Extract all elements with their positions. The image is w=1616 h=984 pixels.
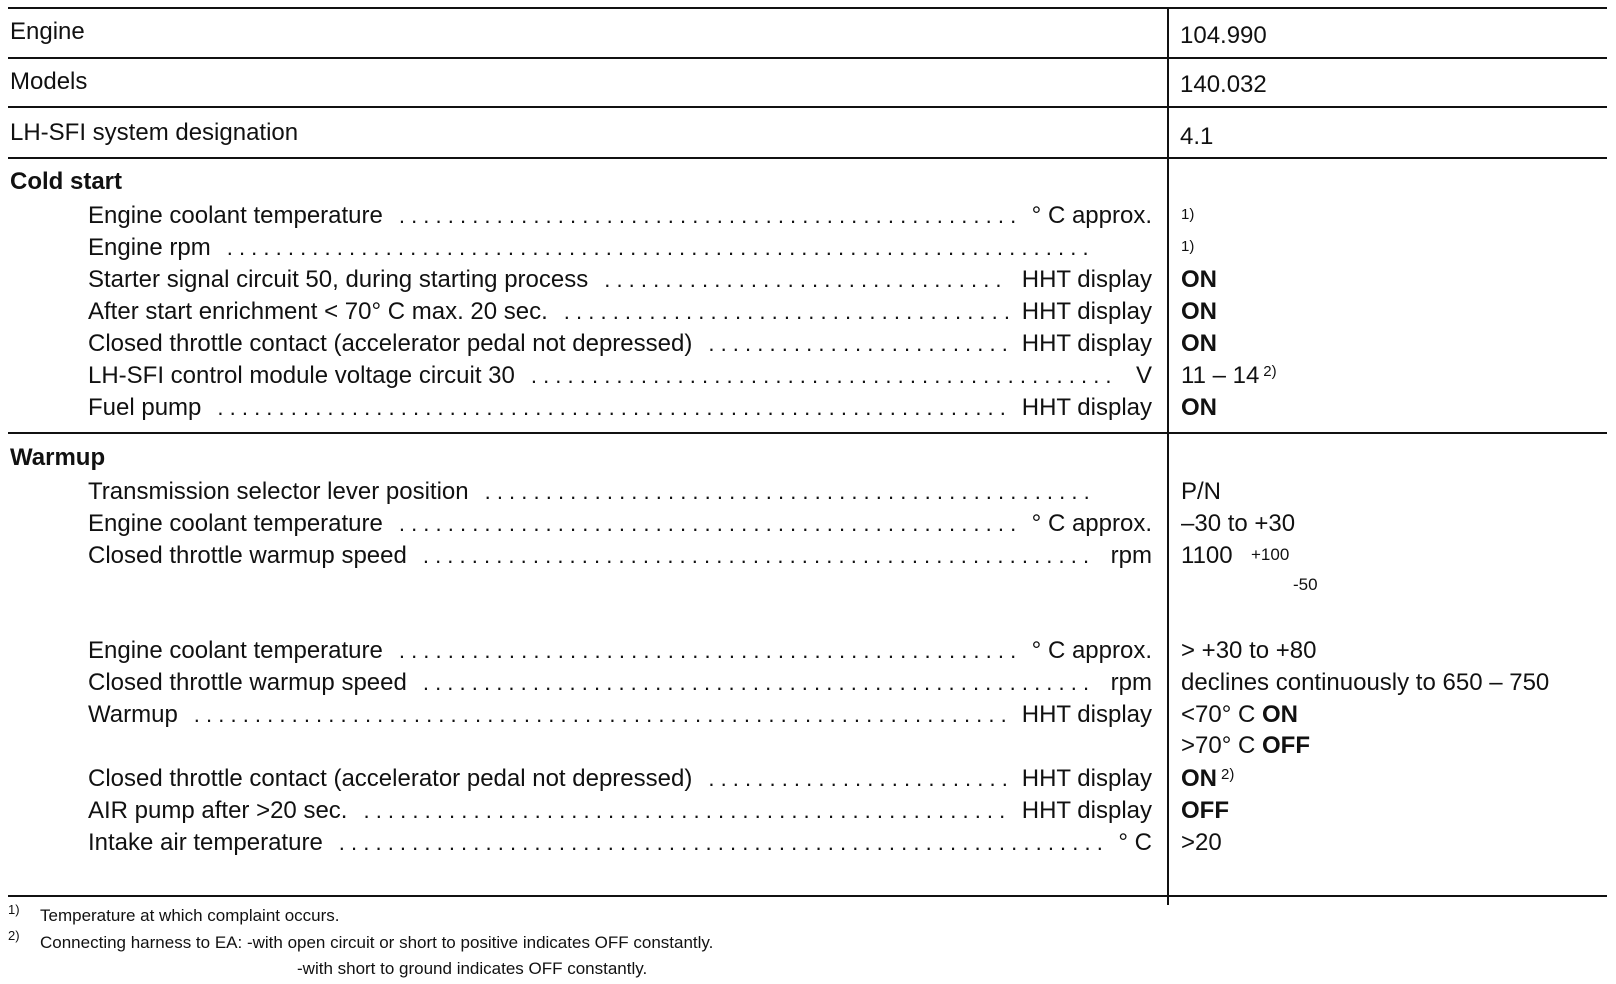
spec-value: ON $^{2)}$ — [1181, 765, 1235, 792]
spec-value: declines continuously to 650 – 750 — [1181, 669, 1550, 696]
footnote-text: Connecting harness to EA: -with open circuit or short to positive indicates OFF constantly. — [40, 933, 714, 952]
spec-unit: HHT display — [1021, 330, 1152, 357]
spec-label: Warmup — [88, 701, 178, 728]
system-designation-label: LH-SFI system designation — [10, 119, 299, 146]
spec-row — [88, 264, 1152, 296]
spec-value: 1100 — [1181, 542, 1233, 569]
divider-after-system — [8, 157, 1607, 159]
spec-row — [88, 200, 1152, 232]
spec-unit: HHT display — [1021, 298, 1152, 325]
warmup-heading: Warmup — [10, 444, 106, 471]
spec-unit: HHT display — [1021, 701, 1152, 728]
spec-value: P/N — [1181, 478, 1222, 505]
footnote-ref: 2) — [1221, 766, 1235, 783]
spec-label: Closed throttle warmup speed — [88, 542, 407, 569]
spec-unit: ° C — [1118, 829, 1152, 856]
spec-value: ON — [1181, 394, 1217, 421]
spec-row — [88, 392, 1152, 424]
footnote-text: -with short to ground indicates OFF constantly. — [297, 959, 648, 978]
spec-label: Intake air temperature — [88, 829, 323, 856]
models-value: 140.032 — [1180, 71, 1267, 98]
spec-unit: rpm — [1110, 542, 1152, 569]
spec-label: AIR pump after >20 sec. — [88, 797, 348, 824]
footnote-mark: 1) — [8, 902, 20, 917]
spec-unit: ° C approx. — [1031, 202, 1152, 229]
spec-value: ON — [1181, 298, 1217, 325]
table-bottom-border — [8, 895, 1607, 897]
footnote-ref: 1) — [1181, 206, 1195, 223]
tolerance-minus: -50 — [1293, 575, 1318, 594]
spec-row — [88, 328, 1152, 360]
spec-value — [1181, 200, 1194, 235]
system-designation-value: 4.1 — [1180, 123, 1214, 150]
spec-row — [88, 360, 1152, 392]
divider-after-cold-start — [8, 432, 1607, 434]
spec-value: 11 – 14 $^{2)}$ — [1181, 362, 1277, 389]
spec-row — [88, 795, 1152, 827]
spec-label: Starter signal circuit 50, during starting process — [88, 266, 589, 293]
spec-row — [88, 763, 1152, 795]
spec-label: Engine coolant temperature — [88, 202, 383, 229]
spec-label: LH-SFI control module voltage circuit 30 — [88, 362, 515, 389]
spec-label: Closed throttle contact (accelerator pedal not depressed) — [88, 330, 693, 357]
cold-start-heading: Cold start — [10, 168, 123, 195]
models-label: Models — [10, 68, 88, 95]
footnote-ref: 1) — [1181, 238, 1195, 255]
spec-value: OFF — [1181, 797, 1229, 824]
footnote-ref: 2) — [1263, 363, 1277, 380]
state-off: OFF — [1261, 732, 1310, 759]
spec-row — [88, 232, 1124, 264]
engine-value: 104.990 — [1180, 22, 1267, 49]
spec-unit: rpm — [1110, 669, 1152, 696]
spec-label: Closed throttle warmup speed — [88, 669, 407, 696]
spec-unit: HHT display — [1021, 765, 1152, 792]
footnote-text: Temperature at which complaint occurs. — [40, 906, 340, 925]
spec-label: Closed throttle contact (accelerator pedal not depressed) — [88, 765, 693, 792]
spec-value: <70° C ON — [1181, 701, 1298, 728]
column-divider — [1167, 8, 1169, 905]
spec-row — [88, 476, 1124, 508]
spec-value: >20 — [1181, 829, 1222, 856]
spec-unit: ° C approx. — [1031, 510, 1152, 537]
spec-row — [88, 540, 1152, 572]
spec-row — [88, 296, 1152, 328]
divider-after-models — [8, 106, 1607, 108]
spec-value: ON — [1181, 330, 1217, 357]
spec-row — [88, 508, 1152, 540]
spec-label: Engine coolant temperature — [88, 637, 383, 664]
spec-unit: HHT display — [1021, 797, 1152, 824]
spec-unit: ° C approx. — [1031, 637, 1152, 664]
spec-row — [88, 827, 1152, 859]
footnote-mark: 2) — [8, 928, 20, 943]
spec-value: > +30 to +80 — [1181, 637, 1317, 664]
tolerance-plus: +100 — [1251, 545, 1290, 564]
table-top-border — [8, 7, 1607, 9]
spec-row — [88, 699, 1152, 731]
spec-unit: HHT display — [1021, 266, 1152, 293]
spec-label: Transmission selector lever position — [88, 478, 469, 505]
spec-unit: V — [1135, 362, 1152, 389]
state-on: ON — [1261, 701, 1298, 728]
spec-value: –30 to +30 — [1181, 510, 1296, 537]
spec-value — [1181, 232, 1194, 267]
spec-value: >70° C OFF — [1181, 732, 1310, 759]
spec-row — [88, 635, 1152, 667]
engine-label: Engine — [10, 18, 85, 45]
spec-value: ON — [1181, 266, 1217, 293]
spec-label: Engine coolant temperature — [88, 510, 383, 537]
spec-label: Fuel pump — [88, 394, 202, 421]
spec-label: Engine rpm — [88, 234, 211, 261]
spec-label: After start enrichment < 70° C max. 20 sec. — [88, 298, 548, 325]
spec-row — [88, 667, 1152, 699]
divider-after-engine — [8, 57, 1607, 59]
spec-unit: HHT display — [1021, 394, 1152, 421]
